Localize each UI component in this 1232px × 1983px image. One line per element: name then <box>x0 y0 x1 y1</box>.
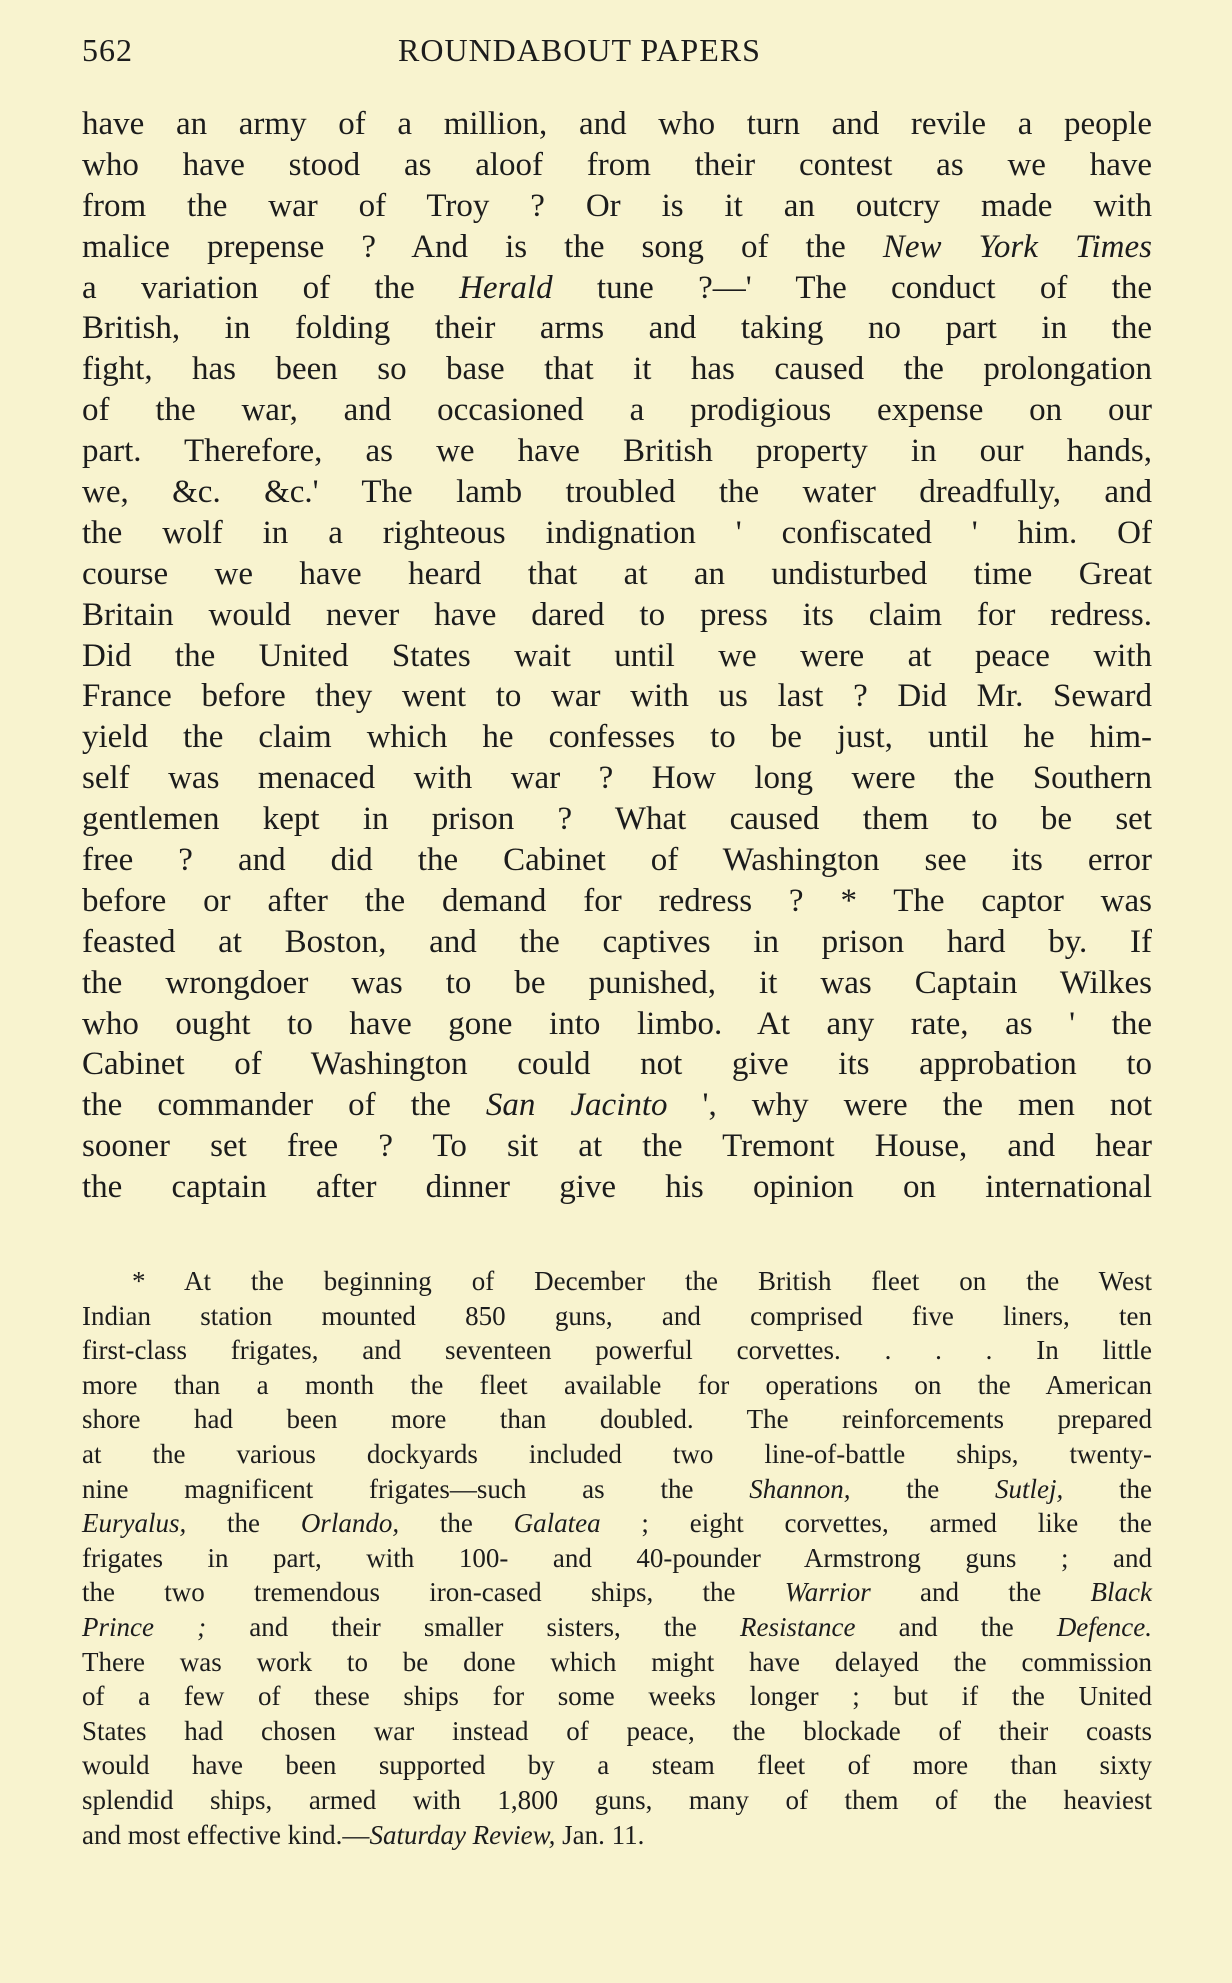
running-title: ROUNDABOUT PAPERS <box>398 32 761 68</box>
italic-ship-name: Sutlej, <box>994 1473 1064 1504</box>
body-line: who ought to have gone into limbo. At any rate, as ' the <box>82 1005 1152 1042</box>
footnote-date: Jan. 11. <box>555 1819 645 1850</box>
italic-publication-title: Saturday Review, <box>369 1819 556 1850</box>
body-line: we, &c. &c.' The lamb troubled the water dreadfully, and <box>82 474 1152 511</box>
body-line: free ? and did the Cabinet of Washington see its error <box>82 842 1152 879</box>
italic-ship-name: Defence. <box>1056 1611 1152 1642</box>
body-line <box>82 268 1152 309</box>
body-line: the wolf in a righteous indignation ' confiscated ' him. Of <box>82 514 1152 551</box>
footnote-text-span: ; eight corvettes, armed like the <box>600 1508 1152 1539</box>
body-line: the wrongdoer was to be punished, it was Captain Wilkes <box>82 964 1152 1001</box>
footnote-text-span: the <box>1063 1473 1152 1504</box>
footnote-text-span: the two tremendous iron-cased ships, the <box>82 1577 785 1608</box>
body-line: the captain after dinner give his opinion on international <box>82 1169 1152 1206</box>
italic-ship-name: Prince ; <box>82 1611 207 1642</box>
footnote-line: of a few of these ships for some weeks longer ; but if the United <box>82 1681 1152 1712</box>
body-line: British, in folding their arms and taking no part in the <box>82 310 1152 347</box>
footnote-line: at the various dockyards included two line-of-battle ships, twenty- <box>82 1438 1152 1469</box>
body-line: sooner set free ? To sit at the Tremont House, and hear <box>82 1128 1152 1165</box>
body-line: gentlemen kept in prison ? What caused them to be set <box>82 801 1152 838</box>
body-line: part. Therefore, as we have British property in our hands, <box>82 433 1152 470</box>
italic-title: New York Times <box>882 228 1152 265</box>
footnote-line <box>82 1506 1152 1541</box>
footnote-text-span: the <box>850 1473 995 1504</box>
page-number: 562 <box>82 32 133 68</box>
footnote-text-span: the <box>399 1508 514 1539</box>
italic-ship-name: San Jacinto <box>485 1087 668 1124</box>
body-line: Did the United States wait until we were at peace with <box>82 637 1152 674</box>
body-line: from the war of Troy ? Or is it an outcry made with <box>82 187 1152 224</box>
body-line <box>82 227 1152 268</box>
footnote-text-span: and their smaller sisters, the <box>206 1611 740 1642</box>
footnote-text-span: the <box>186 1508 301 1539</box>
body-line: yield the claim which he confesses to be just, until he him- <box>82 719 1152 756</box>
footnote-line: frigates in part, with 100- and 40-pounder Armstrong guns ; and <box>82 1542 1152 1573</box>
footnote-line: more than a month the fleet available for operations on the American <box>82 1369 1152 1400</box>
footnote-line: Indian station mounted 850 guns, and comprised five liners, ten <box>82 1300 1152 1331</box>
body-text-span: the commander of the <box>82 1087 486 1124</box>
italic-ship-name: Euryalus, <box>82 1508 187 1539</box>
italic-ship-name: Galatea <box>513 1508 601 1539</box>
body-line: Britain would never have dared to press its claim for redress. <box>82 596 1152 633</box>
body-line: who have stood as aloof from their contest as we have <box>82 146 1152 183</box>
italic-title: Herald <box>459 269 553 306</box>
body-line: Cabinet of Washington could not give its approbation to <box>82 1046 1152 1083</box>
footnote-line: first-class frigates, and seventeen powerful corvettes. . . . In little <box>82 1335 1152 1366</box>
body-text-span: ', why were the men not <box>667 1087 1152 1124</box>
body-line: self was menaced with war ? How long were the Southern <box>82 760 1152 797</box>
body-text-span: a variation of the <box>82 269 460 306</box>
footnote-line: There was work to be done which might have delayed the commission <box>82 1646 1152 1677</box>
body-line: France before they went to war with us last ? Did Mr. Seward <box>82 678 1152 715</box>
footnote-line <box>82 1575 1152 1610</box>
footnote-text-span: and most effective kind.— <box>82 1819 370 1850</box>
footnote-text-span: and the <box>870 1577 1091 1608</box>
footnote-line <box>82 1472 1152 1507</box>
body-line: have an army of a million, and who turn and revile a people <box>82 106 1152 142</box>
footnote-line <box>82 1818 1152 1853</box>
italic-ship-name: Warrior <box>784 1577 871 1608</box>
body-line: fight, has been so base that it has caused the prolongation <box>82 351 1152 388</box>
footnote-line: * At the beginning of December the British fleet on the West <box>132 1266 1152 1296</box>
italic-ship-name: Resistance <box>740 1611 856 1642</box>
footnote <box>82 1264 1152 1852</box>
footnote-line: would have been supported by a steam fleet of more than sixty <box>82 1750 1152 1781</box>
footnote-text-span: nine magnificent frigates—such as the <box>82 1473 750 1504</box>
footnote-line: shore had been more than doubled. The reinforcements prepared <box>82 1404 1152 1435</box>
italic-ship-name: Shannon, <box>749 1473 851 1504</box>
footnote-line: States had chosen war instead of peace, the blockade of their coasts <box>82 1715 1152 1746</box>
footnote-line: splendid ships, armed with 1,800 guns, many of them of the heaviest <box>82 1784 1152 1815</box>
body-line: before or after the demand for redress ? * The captor was <box>82 882 1152 919</box>
body-text-span: malice prepense ? And is the song of the <box>82 228 883 265</box>
page-header <box>82 28 1152 72</box>
body-text-span: tune ?—' The conduct of the <box>552 269 1152 306</box>
body-line <box>82 1085 1152 1126</box>
italic-ship-name: Black <box>1090 1577 1152 1608</box>
body-text <box>82 104 1152 1208</box>
italic-ship-name: Orlando, <box>300 1508 400 1539</box>
footnote-text-span: and the <box>855 1611 1057 1642</box>
footnote-line <box>82 1610 1152 1645</box>
body-line: feasted at Boston, and the captives in prison hard by. If <box>82 923 1152 960</box>
body-line: of the war, and occasioned a prodigious expense on our <box>82 392 1152 429</box>
body-line: course we have heard that at an undisturbed time Great <box>82 555 1152 592</box>
